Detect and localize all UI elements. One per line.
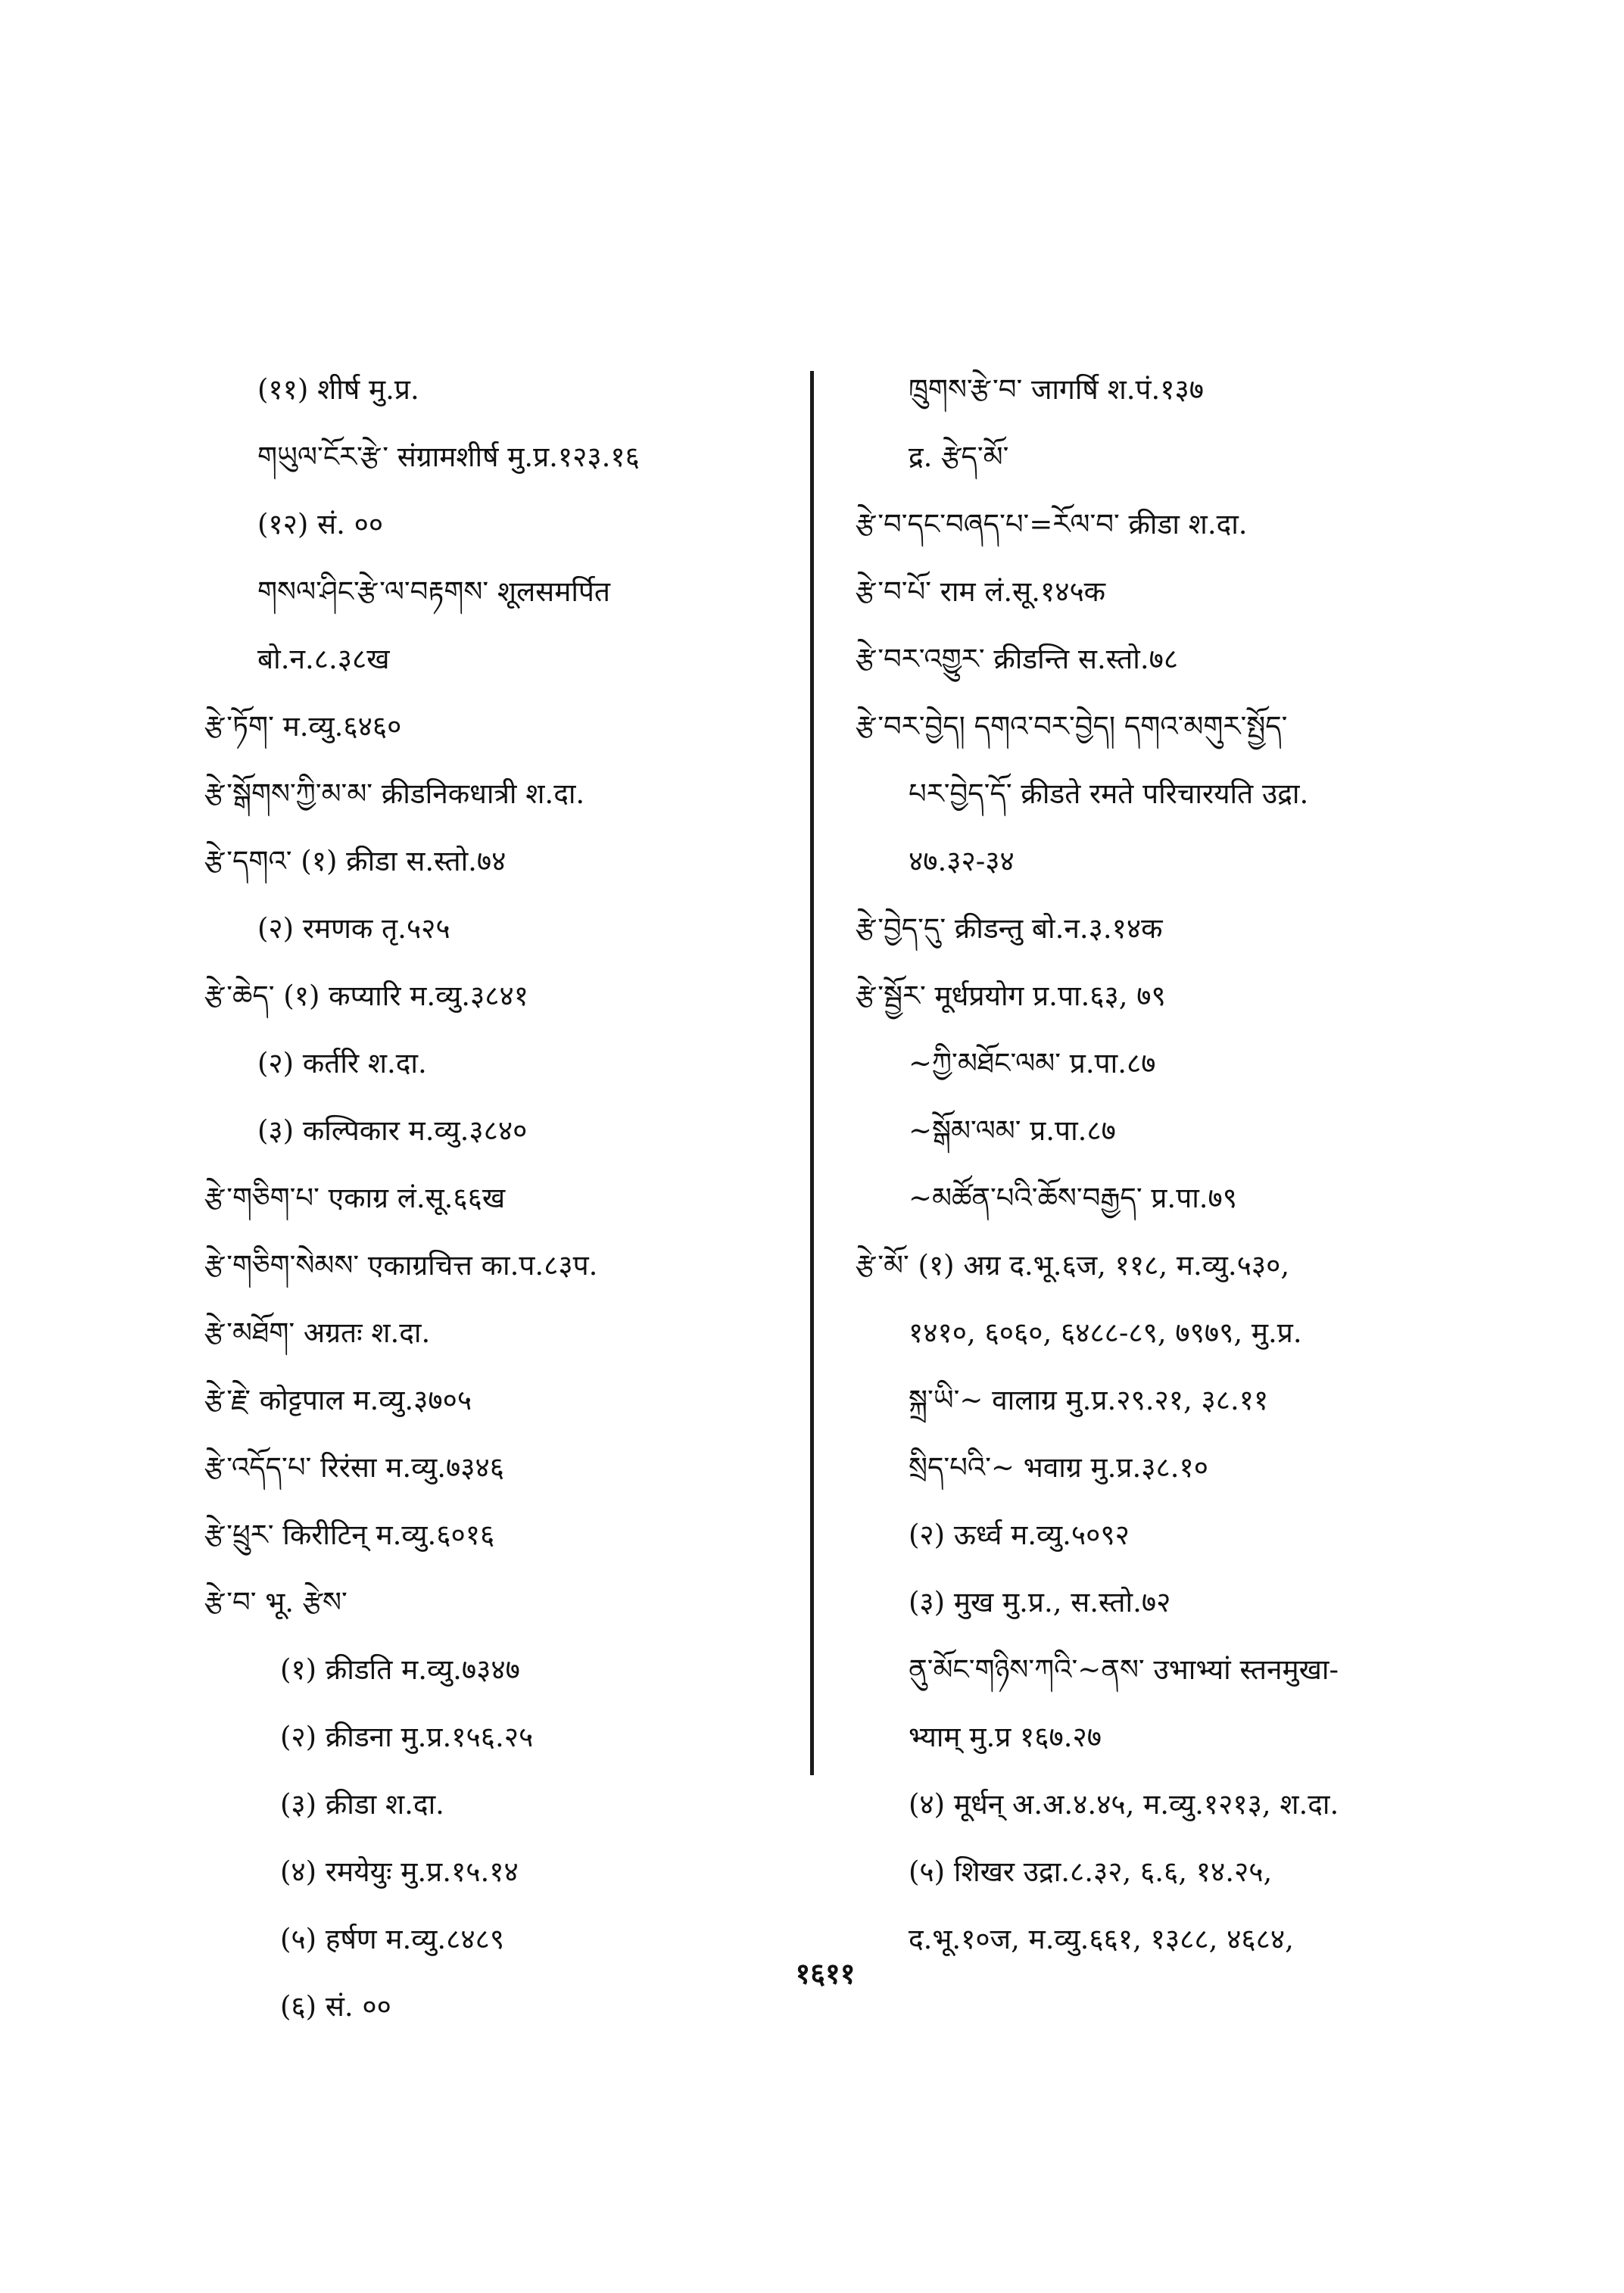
dictionary-line: རྩེ་བར་བྱེད། དགའ་བར་བྱེད། དགའ་མགུར་སྤྱོད་ (856, 710, 1288, 743)
dictionary-line: (३) मुख मु.प्र., स.स्तो.७२ (909, 1586, 1171, 1618)
column-divider (810, 371, 814, 1775)
dictionary-line: རྩེ་བར་འགྱུར་ क्रीडन्ति स.स्तो.७८ (856, 643, 1179, 675)
dictionary-line: भ्याम् मु.प्र १६७.२७ (909, 1721, 1102, 1753)
dictionary-line: (४) रमयेयुः मु.प्र.१५.१४ (280, 1855, 519, 1888)
dictionary-line: རྩེ་བ་དང་བཞད་པ་=རོལ་བ་ क्रीडा श.दा. (856, 508, 1248, 541)
dictionary-line: གསལ་ཤིང་རྩེ་ལ་བརྟགས་ शूलसमर्पित (257, 575, 611, 608)
dictionary-line: (१२) सं. ०० (257, 508, 384, 541)
dictionary-line: (३) कल्पिकार म.व्यु.३८४० (257, 1114, 528, 1147)
dictionary-line: (४) मूर्धन् अ.अ.४.४५, म.व्यु.१२१३, श.दा. (909, 1788, 1339, 1821)
dictionary-line: (६) सं. ०० (280, 1990, 391, 2023)
dictionary-line: ཁྲུགས་རྩེ་བ་ जागर्षि श.पं.१३७ (909, 373, 1204, 406)
dictionary-line: རྩེ་ཕྲུར་ किरीटिन् म.व्यु.६०१६ (204, 1519, 495, 1551)
dictionary-line: གཡུལ་ངོར་རྩེ་ संग्रामशीर्ष मु.प्र.१२३.१६ (257, 441, 640, 473)
dictionary-line: རྩེ་གཅིག་པ་ एकाग्र लं.सू.६६ख (204, 1182, 506, 1214)
dictionary-line: ~མཚོན་པའི་ཆོས་བརྒྱད་ प्र.पा.७९ (909, 1182, 1238, 1214)
dictionary-line: རྩེ་གཅིག་སེམས་ एकाग्रचित्त का.प.८३प. (204, 1249, 598, 1282)
dictionary-line: རྩེ་མཐོག་ अग्रतः श.दा. (204, 1316, 431, 1349)
dictionary-line: (२) रमणक तृ.५२५ (257, 912, 450, 945)
dictionary-line: རྩེ་བྱེད་དུ་ क्रीडन्तु बो.न.३.१४क (856, 912, 1163, 945)
dictionary-line: རྩེ་བ་ भू. རྩེས་ (204, 1586, 348, 1618)
dictionary-line: १४१०, ६०६०, ६४८८-८९, ७९७९, मु.प्र. (909, 1316, 1302, 1349)
dictionary-line: པར་བྱེད་དོ་ क्रीडते रमते परिचारयति उद्रा. (909, 777, 1309, 810)
dictionary-line: སྲིད་པའི་~ भवाग्र मु.प्र.३८.१० (909, 1451, 1208, 1484)
right-column (856, 356, 1522, 1973)
dictionary-line: རྩེ་ཏོག་ म.व्यु.६४६० (204, 710, 402, 743)
dictionary-line: ནུ་མོང་གཉིས་ཀའི་~ནས་ उभाभ्यां स्तनमुखा- (909, 1653, 1339, 1686)
dictionary-line: རྩེ་ཆེད་ (१) कप्यारि म.व्यु.३८४१ (204, 980, 528, 1012)
dictionary-line: རྩེ་འདོད་པ་ रिरंसा म.व्यु.७३४६ (204, 1451, 504, 1484)
dictionary-line: (२) क्रीडना मु.प्र.१५६.२५ (280, 1721, 534, 1753)
dictionary-line: द्र. རྩེད་མོ་ (909, 441, 1009, 473)
dictionary-line: बो.न.८.३८ख (257, 643, 390, 675)
dictionary-line: ४७.३२-३४ (909, 845, 1015, 877)
dictionary-line: རྩེ་སྒོགས་ཀྱི་མ་མ་ क्रीडनिकधात्री श.दा. (204, 777, 585, 810)
dictionary-line: རྩེ་མོ་ (१) अग्र द.भू.६ज, ११८, म.व्यु.५३०, (856, 1249, 1290, 1282)
dictionary-line: རྩེ་དགའ་ (१) क्रीडा स.स्तो.७४ (204, 845, 507, 877)
dictionary-line: (१) क्रीडति म.व्यु.७३४७ (280, 1653, 520, 1686)
dictionary-line: (५) शिखर उद्रा.८.३२, ६.६, १४.२५, (909, 1855, 1273, 1888)
dictionary-line: (२) कर्तरि श.दा. (257, 1047, 427, 1080)
dictionary-line: द.भू.१०ज, म.व्यु.६६१, १३८८, ४६८४, (909, 1923, 1294, 1955)
dictionary-line: རྩེ་རྗེ་ कोट्टपाल म.व्यु.३७०५ (204, 1384, 472, 1416)
dictionary-line: རྩེ་བ་པོ་ राम लं.सू.१४५क (856, 575, 1106, 608)
dictionary-line: (५) हर्षण म.व्यु.८४८९ (280, 1923, 505, 1955)
dictionary-line: ~ཀྱི་མཐོང་ལམ་ प्र.पा.८७ (909, 1047, 1156, 1080)
dictionary-line: (११) शीर्ष मु.प्र. (257, 373, 419, 406)
dictionary-line: ~སྒོམ་ལམ་ प्र.पा.८७ (909, 1114, 1116, 1147)
dictionary-line: རྩེ་སྦྱོར་ मूर्धप्रयोग प्र.पा.६३, ७९ (856, 980, 1166, 1012)
left-column (204, 356, 810, 2040)
page-number: १६११ (795, 1956, 856, 1990)
dictionary-line: སྐྲ་ཡི་~ वालाग्र मु.प्र.२९.२१, ३८.११ (909, 1384, 1269, 1416)
dictionary-line: (३) क्रीडा श.दा. (280, 1788, 444, 1821)
dictionary-line: (२) ऊर्ध्व म.व्यु.५०९२ (909, 1519, 1130, 1551)
